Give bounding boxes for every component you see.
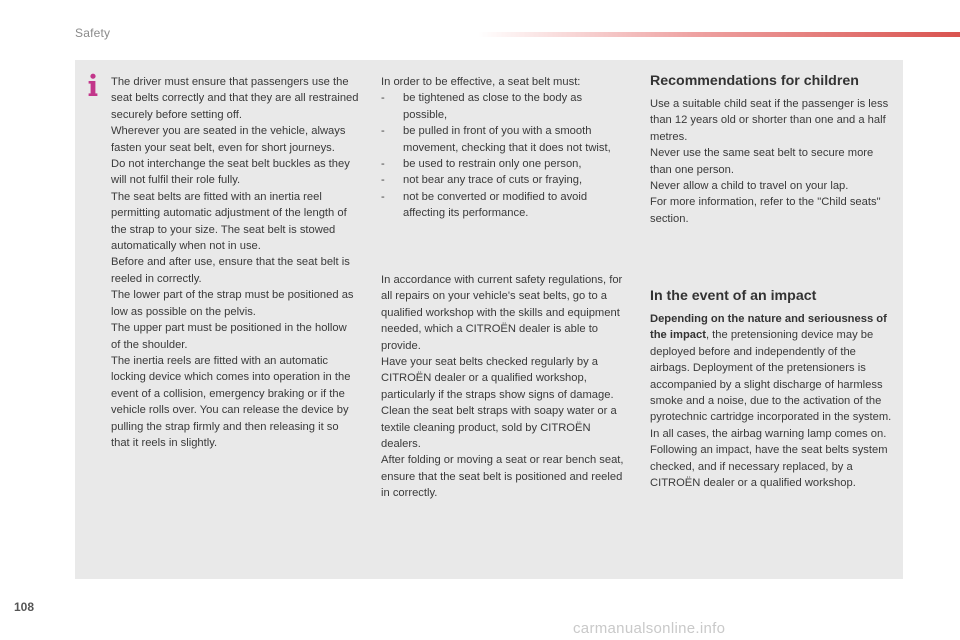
column-2-requirements bbox=[381, 74, 625, 222]
list-item bbox=[381, 156, 625, 172]
paragraph: The driver must ensure that passengers use the seat belts correctly and that they are all restrained securely before setting off. bbox=[111, 76, 359, 121]
paragraph: Use a suitable child seat if the passenger is less than 12 years old or shorter than one and a half metres. bbox=[650, 98, 889, 143]
paragraph: Never allow a child to travel on your lap. bbox=[650, 180, 849, 193]
watermark: carmanualsonline.info bbox=[573, 620, 726, 637]
list-item-text: not be converted or modified to avoid affecting its performance. bbox=[403, 190, 588, 220]
list-item-text: be tightened as close to the body as possible, bbox=[403, 92, 583, 121]
requirements-intro: In order to be effective, a seat belt must: bbox=[381, 76, 581, 88]
requirements-list bbox=[381, 90, 625, 221]
bullet-dash: - bbox=[381, 174, 385, 187]
paragraph: The seat belts are fitted with an inertia reel permitting automatic adjustment of the length of the strap to your size. The seat belt is stowed automatically when not in use. bbox=[111, 190, 347, 253]
bullet-dash: - bbox=[381, 92, 385, 105]
paragraph: The upper part must be positioned in the hollow of the shoulder. bbox=[111, 322, 347, 351]
bullet-dash: - bbox=[381, 158, 385, 171]
paragraph: For more information, refer to the "Child seats" section. bbox=[650, 196, 881, 225]
list-item bbox=[381, 189, 625, 222]
list-item-text: be used to restrain only one person, bbox=[403, 158, 582, 171]
bullet-dash: - bbox=[381, 125, 385, 138]
paragraph: The inertia reels are fitted with an automatic locking device which comes into operation in the event of a collision, emergency braking or if the vehicle rolls over. You can release the device by pulling the strap firmly and then releasing it so that it reels in slightly. bbox=[111, 354, 351, 449]
page-section-title: Safety bbox=[75, 26, 111, 40]
list-item-text: be pulled in front of you with a smooth movement, checking that it does not twist, bbox=[403, 125, 611, 154]
header-accent-bar bbox=[478, 32, 960, 37]
list-item bbox=[381, 123, 625, 156]
paragraph bbox=[650, 311, 898, 426]
column-3-children-text bbox=[650, 96, 898, 227]
column-1-text bbox=[111, 74, 359, 451]
paragraph: The lower part of the strap must be positioned as low as possible on the pelvis. bbox=[111, 289, 354, 318]
paragraph: Never use the same seat belt to secure more than one person. bbox=[650, 147, 874, 176]
heading-event-of-impact: In the event of an impact bbox=[650, 288, 817, 304]
paragraph: After folding or moving a seat or rear bench seat, ensure that the seat belt is positioned and reeled in correctly. bbox=[381, 454, 624, 500]
info-icon bbox=[87, 73, 99, 97]
paragraph: Following an impact, have the seat belts system checked, and if necessary replaced, by a CITROËN dealer or a qualified workshop. bbox=[650, 444, 888, 490]
paragraph: In all cases, the airbag warning lamp comes on. bbox=[650, 427, 887, 440]
paragraph: Clean the seat belt straps with soapy water or a textile cleaning product, sold by CITROËN dealers. bbox=[381, 405, 617, 451]
page-number: 108 bbox=[14, 600, 35, 614]
paragraph: Do not interchange the seat belt buckles as they will not fulfil their role fully. bbox=[111, 158, 350, 187]
paragraph: Wherever you are seated in the vehicle, always fasten your seat belt, even for short journeys. bbox=[111, 125, 346, 154]
list-item-text: not bear any trace of cuts or fraying, bbox=[403, 174, 583, 187]
list-item bbox=[381, 172, 625, 188]
column-3-impact-text bbox=[650, 311, 898, 491]
bullet-dash: - bbox=[381, 190, 385, 203]
lead-bold-text: Depending on the nature and seriousness of the impact bbox=[650, 313, 887, 342]
heading-recommendations-children: Recommendations for children bbox=[650, 73, 859, 89]
list-item bbox=[381, 90, 625, 123]
paragraph: Have your seat belts checked regularly by a CITROËN dealer or a qualified workshop, particularly if the straps show signs of damage. bbox=[381, 356, 614, 401]
column-2-maintenance bbox=[381, 272, 625, 502]
paragraph: Before and after use, ensure that the seat belt is reeled in correctly. bbox=[111, 256, 350, 285]
paragraph: In accordance with current safety regulations, for all repairs on your vehicle's seat belts, go to a qualified workshop with the skills and equipment needed, which a CITROËN dealer is able to provide. bbox=[381, 274, 623, 352]
lead-rest-text: , the pretensioning device may be deployed before and independently of the airbags. Deployment of the pretensioners is accompanied by a slight discharge of harmless smoke and a noise, due to the activation of the pyrotechnic cartridge incorporated in the system. bbox=[650, 329, 892, 424]
